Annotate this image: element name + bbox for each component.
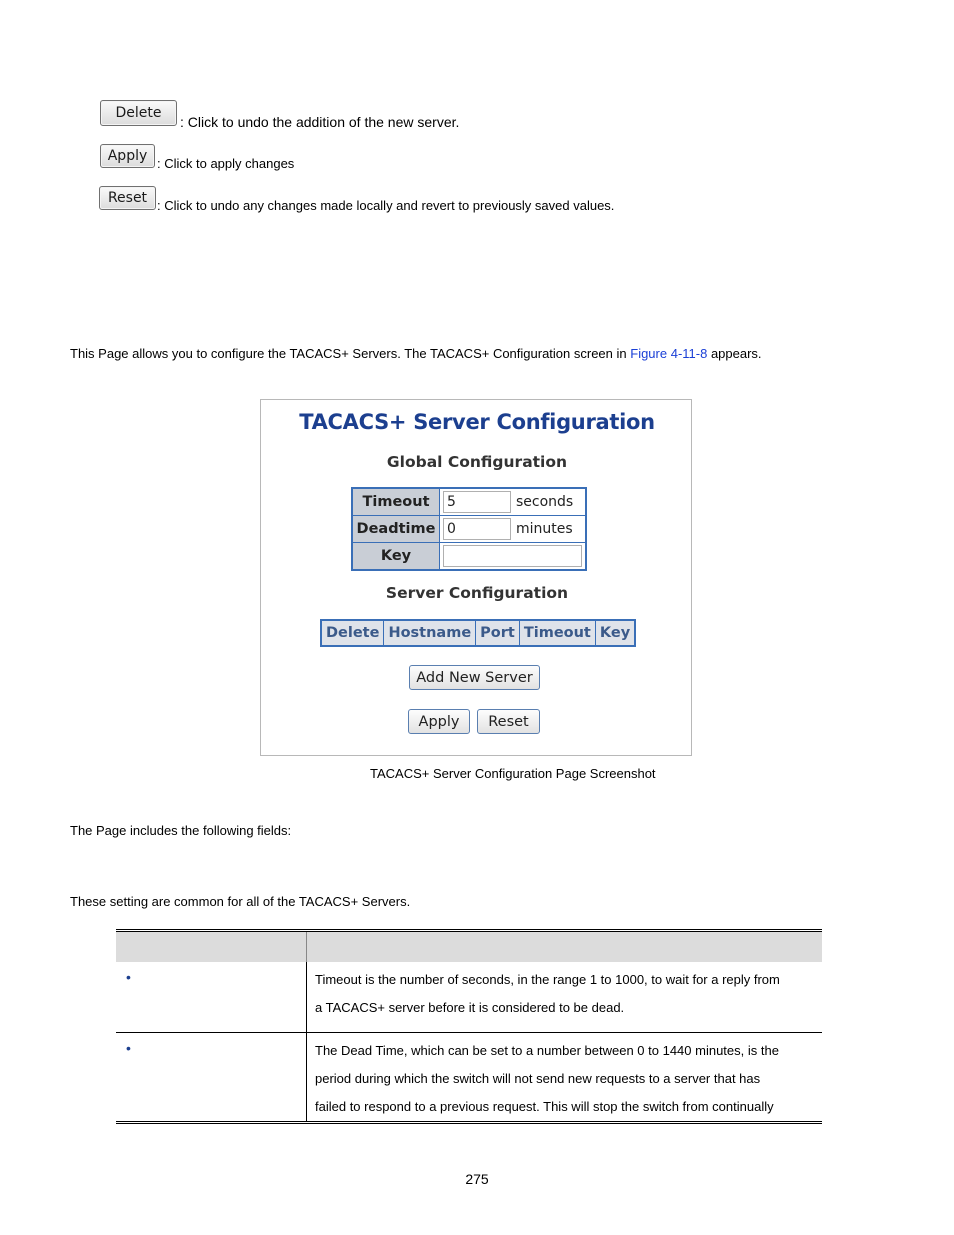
row-description-line: period during which the switch will not send new requests to a server that has	[315, 1071, 761, 1086]
common-note: These setting are common for all of the TACACS+ Servers.	[70, 894, 411, 909]
col-port: Port	[476, 620, 520, 646]
header-object	[116, 931, 307, 963]
deadtime-unit: minutes	[516, 521, 573, 537]
apply-description: : Click to apply changes	[157, 156, 295, 171]
deadtime-input[interactable]: 0	[443, 518, 511, 540]
timeout-row	[352, 488, 586, 516]
key-row	[352, 543, 586, 571]
intro-text-before: This Page allows you to configure the TACACS+ Servers. The TACACS+ Configuration screen in	[70, 346, 631, 361]
intro-paragraph	[70, 346, 762, 361]
row-description-cell	[307, 1033, 823, 1123]
intro-text-after: appears.	[707, 346, 762, 361]
col-delete: Delete	[321, 620, 384, 646]
timeout-unit: seconds	[516, 494, 574, 510]
bullet-icon: •	[126, 969, 131, 985]
server-header-row	[321, 620, 635, 646]
fields-intro: The Page includes the following fields:	[70, 823, 292, 838]
screenshot-title: TACACS+ Server Configuration	[299, 410, 655, 434]
field-table-header	[116, 931, 822, 963]
key-input[interactable]	[443, 545, 582, 567]
delete-button-sample[interactable]: Delete	[100, 100, 177, 126]
server-config-table	[320, 619, 636, 647]
row-object-cell	[116, 962, 307, 1033]
global-config-table	[351, 487, 587, 571]
col-timeout: Timeout	[519, 620, 595, 646]
page-number: 275	[465, 1171, 489, 1187]
reset-description: : Click to undo any changes made locally and revert to previously saved values.	[157, 198, 615, 213]
row-description-line: failed to respond to a previous request. This will stop the switch from continually	[315, 1099, 774, 1114]
deadtime-row	[352, 516, 586, 543]
row-description-line: Timeout is the number of seconds, in the range 1 to 1000, to wait for a reply from	[315, 972, 780, 987]
header-description	[307, 931, 823, 963]
deadtime-cell	[440, 516, 587, 543]
add-new-server-button[interactable]: Add New Server	[409, 665, 540, 690]
timeout-cell	[440, 488, 587, 516]
reset-button-sample[interactable]: Reset	[99, 186, 156, 210]
key-cell	[440, 543, 587, 571]
bullet-icon: •	[126, 1040, 131, 1056]
table-row	[116, 1033, 822, 1123]
figure-caption: TACACS+ Server Configuration Page Screenshot	[370, 766, 656, 781]
table-row	[116, 962, 822, 1033]
timeout-input[interactable]: 5	[443, 491, 511, 513]
reset-button[interactable]: Reset	[477, 709, 540, 734]
timeout-label: Timeout	[352, 488, 440, 516]
col-hostname: Hostname	[384, 620, 476, 646]
row-description-line: The Dead Time, which can be set to a number between 0 to 1440 minutes, is the	[315, 1043, 779, 1058]
apply-button-sample[interactable]: Apply	[100, 144, 155, 168]
col-key: Key	[595, 620, 635, 646]
row-description-cell	[307, 962, 823, 1033]
deadtime-label: Deadtime	[352, 516, 440, 543]
row-description-line: a TACACS+ server before it is considered to be dead.	[315, 1000, 625, 1015]
field-table	[116, 929, 822, 1124]
apply-button[interactable]: Apply	[408, 709, 470, 734]
row-object-cell	[116, 1033, 307, 1123]
key-label: Key	[352, 543, 440, 571]
tacacs-screenshot	[260, 399, 692, 756]
figure-link[interactable]: Figure 4-11-8	[630, 346, 708, 361]
global-config-heading: Global Configuration	[386, 453, 568, 471]
server-config-heading: Server Configuration	[385, 584, 569, 602]
delete-description: : Click to undo the addition of the new server.	[180, 114, 460, 130]
